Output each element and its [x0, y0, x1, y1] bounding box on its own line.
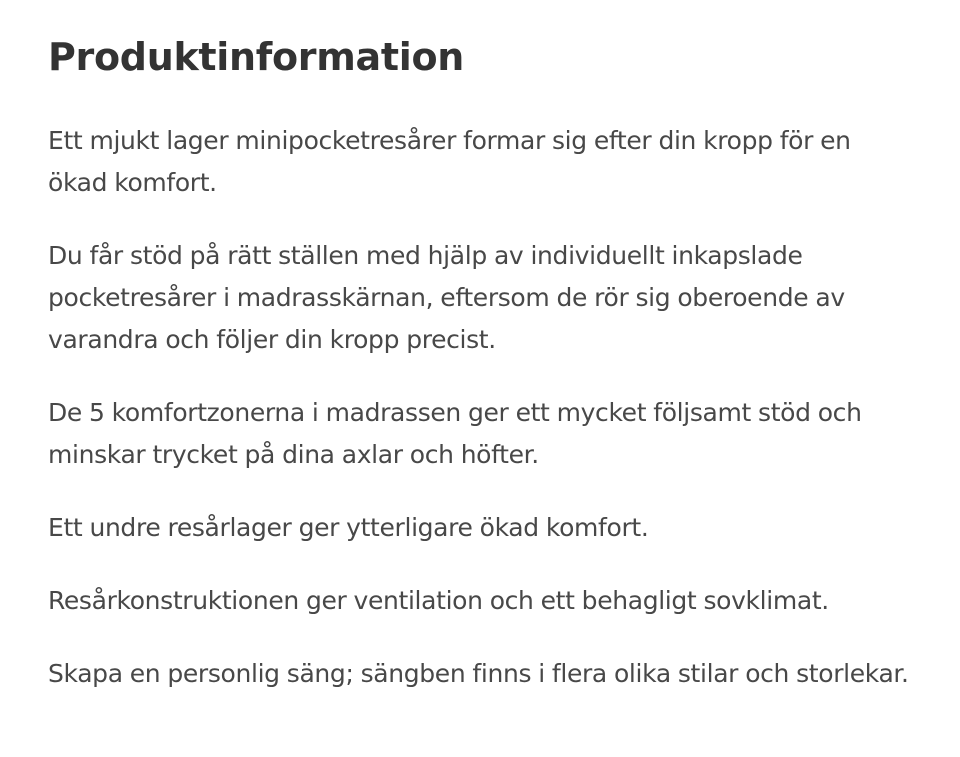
description-paragraph-pocket-springs: Du får stöd på rätt ställen med hjälp av individuellt inkapslade pocketresårer i madrasskärnan, eftersom de rör sig oberoende av varandra och följer din kropp precist.: [48, 241, 845, 354]
description-paragraph-soft-layer: Ett mjukt lager minipocketresårer formar sig efter din kropp för en ökad komfort.: [48, 126, 851, 197]
product-description: [48, 120, 912, 695]
description-paragraph-comfort-zones: De 5 komfortzonerna i madrassen ger ett mycket följsamt stöd och minskar trycket på dina axlar och höfter.: [48, 398, 862, 469]
page-title: Produktinformation: [48, 35, 465, 79]
description-paragraph-ventilation: Resårkonstruktionen ger ventilation och ett behagligt sovklimat.: [48, 586, 829, 615]
description-paragraph-lower-layer: Ett undre resårlager ger ytterligare ökad komfort.: [48, 513, 649, 542]
description-paragraph-bed-legs: Skapa en personlig säng; sängben finns i flera olika stilar och storlekar.: [48, 659, 909, 688]
